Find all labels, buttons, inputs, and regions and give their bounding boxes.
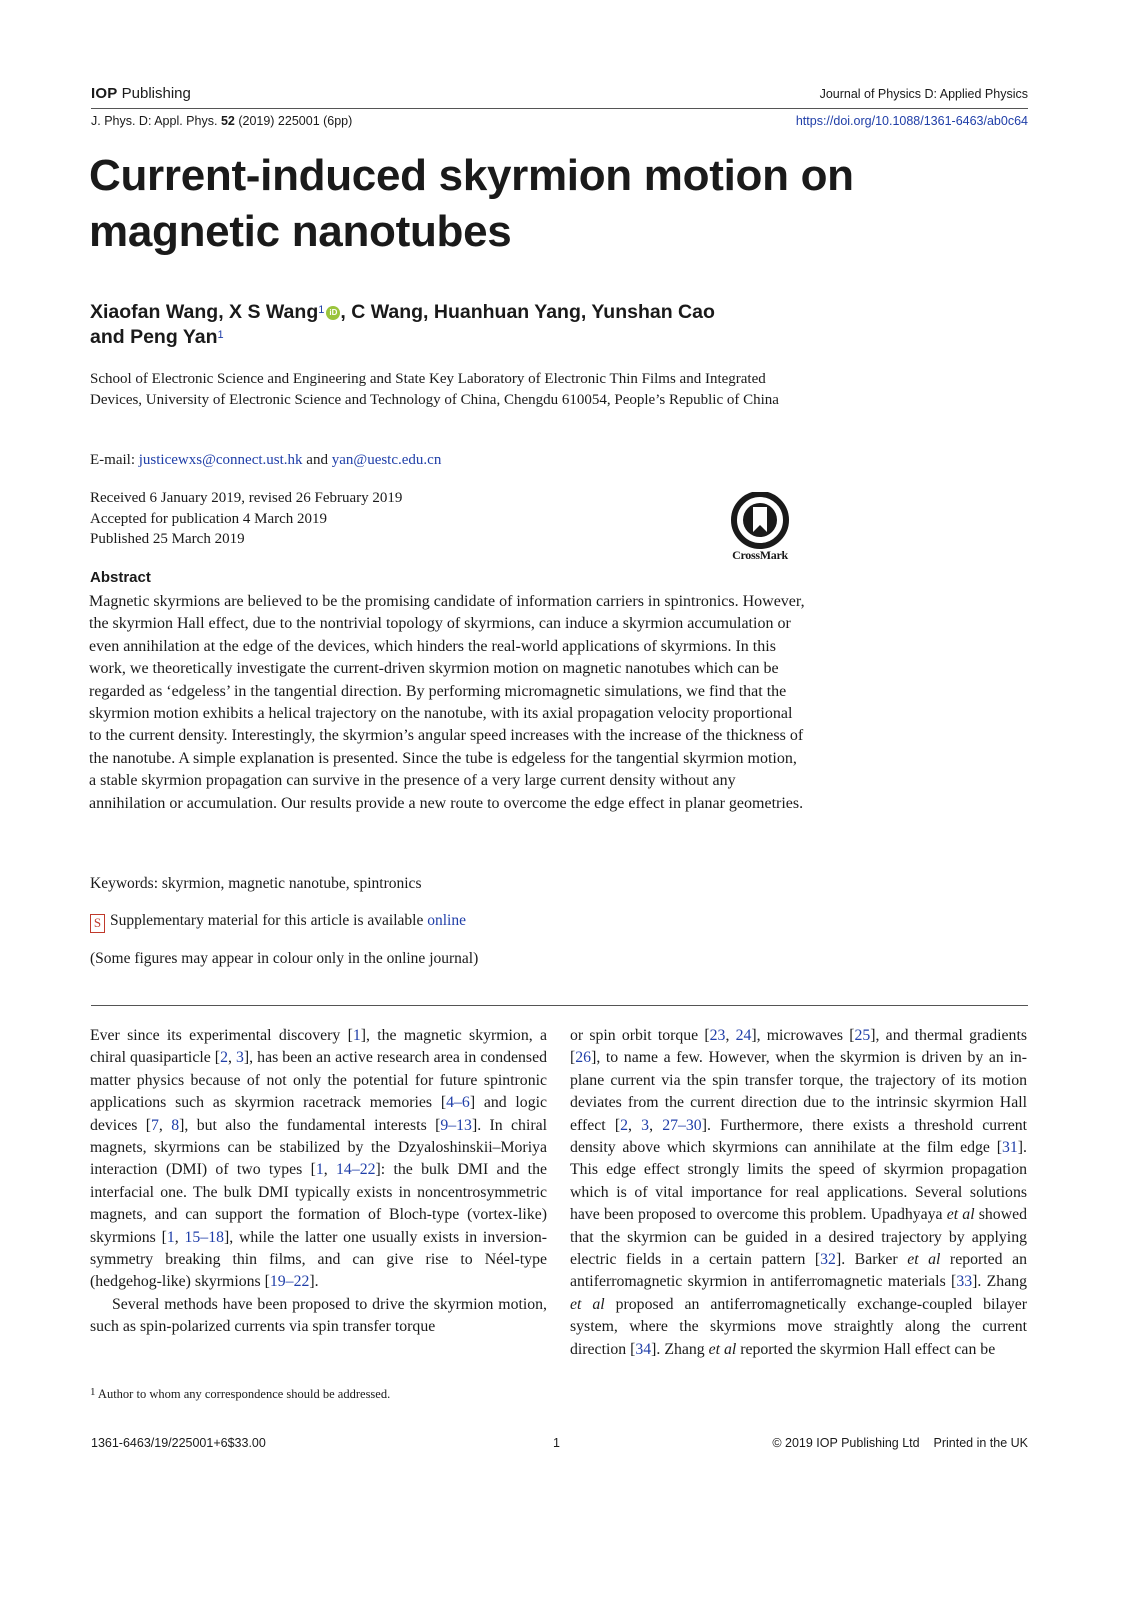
orcid-icon[interactable]: iD (326, 306, 340, 320)
footnote (90, 1386, 390, 1402)
text-run: ]. Barker (835, 1251, 908, 1269)
citation-ref-link[interactable]: 1 (315, 1161, 324, 1179)
citation-bar (91, 114, 1028, 132)
body-paragraph: Several methods have been proposed to drive the skyrmion motion, such as spin-polarized currents via spin transfer torque (90, 1295, 547, 1336)
italic-text: et al (570, 1295, 605, 1313)
text-run: ], has been an active research area in condensed matter physics because of not only the potential for future spintronic applications such as skyrmion racetrack memories [ (90, 1049, 547, 1112)
author-footnote-ref[interactable]: 1 (217, 329, 224, 341)
citation-ref-link[interactable]: 4–6 (446, 1094, 470, 1112)
authors-last: and Peng Yan (90, 326, 218, 348)
text-run: ], to name a few. However, when the skyrmion is driven by an in-plane current via the spin transfer torque, the trajectory of its motion deviates from the current direction due to the intrinsic skyrmion Hall effect [ (570, 1049, 1027, 1134)
abstract-text: Magnetic skyrmions are believed to be the promising candidate of information carriers in spintronics. However, the skyrmion Hall effect, due to the nontrivial topology of skyrmions, can induce a skyrmion accumulation or even annihilation at the edge of the devices, which hinders the real-world applications of skyrmions. In this work, we theoretically investigate the current-driven skyrmion motion on magnetic nanotubes which can be regarded as ‘edgeless’ in the tangential direction. By performing micromagnetic simulations, we find that the skyrmion motion exhibits a helical trajectory on the nanotube, with its axial propagation velocity proportional to the current density. Interestingly, the skyrmion’s angular speed increases with the increase of the thickness of the nanotube. A simple explanation is presented. Since the tube is edgeless for the tangential skyrmion motion, a stable skyrmion propagation can survive in the presence of a very large current density without any annihilation or accumulation. Our results provide a new route to overcome the edge effect in planar geometries. (89, 593, 805, 812)
footnote-mark: 1 (90, 1386, 96, 1398)
page-number: 1 (553, 1436, 560, 1450)
colour-note: (Some figures may appear in colour only in the online journal) (90, 950, 479, 967)
text-run: or spin orbit torque [ (570, 1027, 710, 1044)
citation-ref-link[interactable]: 25 (854, 1027, 871, 1044)
journal-citation (91, 114, 352, 128)
citation-ref-link[interactable]: 3 (235, 1049, 244, 1067)
email-link-2[interactable]: yan@uestc.edu.cn (331, 452, 442, 468)
citation-ref-link[interactable]: 23 (709, 1027, 726, 1044)
citation-ref-link[interactable]: 14–22 (336, 1161, 376, 1179)
email-label: E-mail: (90, 452, 139, 468)
text-run: ]. Furthermore, there exists a threshold current density above which skyrmions can annihilate at the film edge [ (570, 1116, 1027, 1157)
citation-ref-link[interactable]: 15–18 (184, 1228, 224, 1246)
affiliation: School of Electronic Science and Engineering and State Key Laboratory of Electronic Thin Films and Integrated Devices, University of Electronic Science and Technology of China, Chengdu 610054, People’s Republic of China (90, 371, 779, 408)
accepted-date: Accepted for publication 4 March 2019 (90, 510, 328, 527)
text-run: proposed an antiferromagnetically exchange-coupled bilayer system, where the skyrmions move straightly along the current direction [ (570, 1295, 1028, 1358)
authors-first: Xiaofan Wang, X S Wang (90, 301, 319, 323)
paper-title: Current-induced skyrmion motion on magnetic nanotubes (89, 151, 854, 256)
text-run: reported the skyrmion Hall effect can be (736, 1340, 996, 1358)
supplementary-icon[interactable]: S (90, 914, 105, 933)
text-run: ]. (309, 1273, 319, 1291)
published-date: Published 25 March 2019 (90, 531, 245, 547)
citation-ref-link[interactable]: 2 (620, 1116, 629, 1134)
citation-ref-link[interactable]: 31 (1001, 1139, 1018, 1157)
italic-text: et al (907, 1251, 941, 1269)
email-link-1[interactable]: justicewxs@connect.ust.hk (138, 452, 303, 468)
publisher-logo-iop: IOP (91, 85, 118, 102)
citation-journal: J. Phys. D: Appl. Phys. (91, 114, 218, 128)
body-divider (91, 1005, 1028, 1006)
text-run: ]: the bulk DMI and the interfacial one. The bulk DMI typically exists in noncentrosymmetric magnets, and can support the formation of Bloch-type (vortex-like) skyrmions [ (90, 1161, 547, 1246)
text-run: ]. Zhang (972, 1273, 1028, 1291)
text-run: showed that the skyrmion can be guided in a desired trajectory by applying electric fields in a certain pattern [ (570, 1206, 1028, 1269)
body-paragraph (90, 1025, 547, 1294)
doi-link[interactable]: https://doi.org/10.1088/1361-6463/ab0c64 (795, 114, 1028, 128)
citation-ref-link[interactable]: 34 (635, 1340, 652, 1358)
text-run: , (725, 1027, 736, 1044)
italic-text: et al (708, 1340, 737, 1358)
text-run: ], while the latter one usually exists in inversion-symmetry breaking thin films, and can give rise to Néel-type (hedgehog-like) skyrmions [ (90, 1228, 547, 1291)
issn-price: 1361-6463/19/225001+6$33.00 (91, 1436, 266, 1450)
italic-text: et al (946, 1206, 975, 1224)
header-divider (91, 108, 1028, 109)
publisher-logo (91, 85, 191, 102)
body-column-right (570, 1025, 1027, 1361)
citation-ref-link[interactable]: 32 (820, 1251, 836, 1269)
authors-middle: , C Wang, Huanhuan Yang, Yunshan Cao (340, 301, 715, 323)
copyright: © 2019 IOP Publishing Ltd Printed in the UK (772, 1436, 1028, 1450)
text-run: ]. In chiral magnets, skyrmions can be stabilized by the Dzyaloshinskii–Moriya interaction (DMI) of two types [ (90, 1116, 547, 1179)
citation-ref-link[interactable]: 27–30 (662, 1116, 702, 1134)
supplementary-link[interactable]: online (427, 912, 466, 929)
text-run: ], but also the fundamental interests [ (179, 1116, 441, 1134)
abstract-heading: Abstract (90, 569, 151, 586)
crossmark-badge[interactable] (724, 492, 796, 564)
citation-ref-link[interactable]: 9–13 (440, 1116, 472, 1134)
text-run: ]. This edge effect strongly limits the speed of skyrmion propagation which is of vital importance for real applications. Several solutions have been proposed to overcome this problem. Upadhyaya (570, 1139, 1027, 1224)
citation-ref-link[interactable]: 8 (171, 1116, 180, 1134)
received-date: Received 6 January 2019, revised 26 February 2019 (90, 490, 403, 506)
running-header (91, 85, 1028, 107)
text-run: Ever since its experimental discovery [ (90, 1027, 353, 1044)
page-footer (91, 1436, 1028, 1454)
text-run: , (649, 1116, 663, 1134)
text-run: ]. Zhang (651, 1340, 709, 1358)
email-and: and (302, 452, 332, 468)
journal-name: Journal of Physics D: Applied Physics (819, 87, 1028, 101)
citation-ref-link[interactable]: 7 (151, 1116, 159, 1134)
citation-ref-link[interactable]: 2 (220, 1049, 228, 1067)
body-paragraph (570, 1025, 1027, 1361)
crossmark-label: CrossMark (732, 548, 788, 562)
publisher-logo-text: Publishing (121, 85, 191, 102)
author-list (90, 300, 810, 350)
keywords: Keywords: skyrmion, magnetic nanotube, spintronics (90, 875, 422, 892)
crossmark-icon (724, 492, 796, 550)
text-run: ] and logic devices [ (90, 1094, 547, 1134)
text-run: ], and thermal gradients [ (570, 1027, 1027, 1067)
citation-ref-link[interactable]: 24 (735, 1027, 752, 1044)
text-run: , (158, 1116, 172, 1134)
text-run: , (323, 1161, 337, 1179)
text-run: ], the magnetic skyrmion, a chiral quasiparticle [ (90, 1027, 547, 1067)
text-run: ], microwaves [ (751, 1027, 855, 1044)
citation-details: (2019) 225001 (6pp) (238, 114, 353, 128)
text-run: , (628, 1116, 642, 1134)
citation-ref-link[interactable]: 33 (956, 1273, 973, 1291)
supplementary-text: Supplementary material for this article is available (110, 912, 428, 929)
contact-email (90, 450, 441, 470)
body-column-left (90, 1025, 547, 1339)
text-run: , (174, 1228, 185, 1246)
author-footnote-ref[interactable]: 1 (318, 304, 325, 316)
citation-ref-link[interactable]: 1 (166, 1228, 175, 1246)
footnote-text: Author to whom any correspondence should be addressed. (95, 1387, 391, 1401)
citation-volume: 52 (220, 114, 235, 128)
text-run: , (227, 1049, 236, 1067)
citation-ref-link[interactable]: 19–22 (269, 1273, 310, 1291)
text-run: reported an antiferromagnetic skyrmion in antiferromagnetic materials [ (570, 1251, 1028, 1291)
citation-ref-link[interactable]: 3 (641, 1116, 650, 1134)
supplementary-note (90, 912, 466, 933)
publication-dates (90, 488, 590, 550)
citation-ref-link[interactable]: 26 (575, 1049, 592, 1067)
citation-ref-link[interactable]: 1 (352, 1027, 361, 1044)
